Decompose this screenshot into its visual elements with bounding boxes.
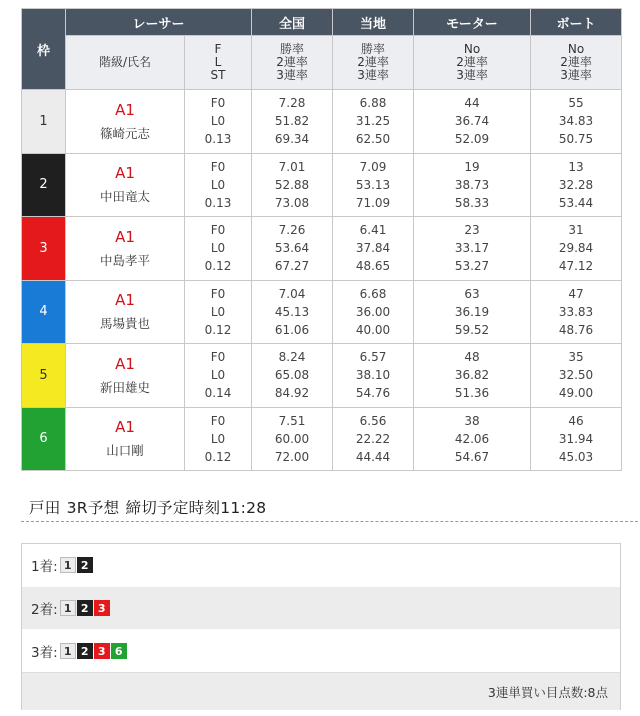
top3-rate: 47.12: [558, 259, 594, 274]
top3-rate: 71.09: [355, 195, 391, 210]
top3-rate: 53.44: [558, 195, 594, 210]
local-subheader: [333, 36, 414, 90]
win-rate-label: 勝率: [280, 42, 305, 56]
top3-rate: 54.76: [355, 386, 391, 401]
table-row: [22, 280, 622, 344]
grade-name-subheader: 階級/氏名: [66, 36, 185, 90]
table-row: [22, 407, 622, 471]
top2-rate: 37.84: [355, 241, 391, 256]
waku-cell: 4: [22, 280, 66, 344]
waku-cell: 3: [22, 217, 66, 281]
top3-rate: 73.08: [274, 195, 310, 210]
boat-chip: 2: [77, 643, 93, 659]
win-rate: 7.09: [359, 159, 387, 174]
top2-rate: 38.10: [355, 368, 391, 383]
national-cell: [252, 344, 333, 408]
prediction-box: [21, 543, 621, 710]
motor-no: 44: [464, 96, 480, 111]
f-value: F0: [210, 223, 226, 238]
top2-rate: 36.00: [355, 304, 391, 319]
top2-rate: 32.28: [558, 177, 594, 192]
top3-rate-label: 3連率: [456, 68, 488, 82]
grade-badge: A1: [115, 291, 135, 310]
top2-rate: 52.88: [274, 177, 310, 192]
win-rate: 6.57: [359, 350, 387, 365]
st-label: ST: [210, 68, 226, 82]
f-value: F0: [210, 350, 226, 365]
motor-no: 38: [464, 413, 480, 428]
racer-table: [21, 8, 622, 471]
motor-no: 63: [464, 286, 480, 301]
top3-rate: 54.67: [454, 449, 490, 464]
l-value: L0: [210, 431, 226, 446]
motor-subheader: [414, 36, 531, 90]
boat-cell: [531, 90, 622, 154]
flst-cell: [185, 407, 252, 471]
boat-chip: 1: [60, 643, 76, 659]
racer-name-cell: [66, 90, 185, 154]
bet-count-footer: [22, 672, 620, 710]
national-header: 全国: [252, 9, 333, 36]
racer-name[interactable]: 山口剛: [106, 443, 144, 459]
local-cell: [333, 153, 414, 217]
national-cell: [252, 217, 333, 281]
racer-name[interactable]: 新田雄史: [99, 379, 150, 395]
top3-rate: 62.50: [355, 132, 391, 147]
boat-chip: 3: [94, 600, 110, 616]
boat-chip: 1: [60, 557, 76, 573]
top2-rate: 34.83: [558, 114, 594, 129]
win-rate: 6.68: [359, 286, 387, 301]
l-value: L0: [210, 304, 226, 319]
motor-no: 23: [464, 223, 480, 238]
grade-badge: A1: [115, 418, 135, 437]
boat-no: 55: [568, 96, 584, 111]
place-label: 1着:: [31, 559, 58, 576]
boat-header: ボート: [531, 9, 622, 36]
st-value: 0.12: [204, 322, 232, 337]
racer-name-cell: [66, 217, 185, 281]
win-rate: 6.41: [359, 223, 387, 238]
win-rate: 6.88: [359, 96, 387, 111]
boat-chip: 2: [77, 557, 93, 573]
waku-cell: 2: [22, 153, 66, 217]
top3-rate: 72.00: [274, 449, 310, 464]
boat-cell: [531, 153, 622, 217]
top2-rate: 32.50: [558, 368, 594, 383]
top2-rate: 53.13: [355, 177, 391, 192]
boat-no: 13: [568, 159, 584, 174]
deadline-text: 締切予定時刻11:28: [125, 499, 267, 517]
top3-rate: 69.34: [274, 132, 310, 147]
flst-cell: [185, 280, 252, 344]
top2-rate: 29.84: [558, 241, 594, 256]
boat-cell: [531, 217, 622, 281]
top2-rate-label: 2連率: [357, 55, 389, 69]
boat-chip: 1: [60, 600, 76, 616]
top3-rate-label: 3連率: [276, 68, 308, 82]
racer-name-cell: [66, 153, 185, 217]
boat-cell: [531, 407, 622, 471]
divider: [21, 521, 638, 522]
st-value: 0.12: [204, 449, 232, 464]
table-row: [22, 90, 622, 154]
top2-rate: 36.19: [454, 304, 490, 319]
boat-no: 46: [568, 413, 584, 428]
table-row: [22, 217, 622, 281]
grade-badge: A1: [115, 164, 135, 183]
top2-rate: 42.06: [454, 431, 490, 446]
top3-rate: 61.06: [274, 322, 310, 337]
top2-rate: 60.00: [274, 431, 310, 446]
flst-cell: [185, 90, 252, 154]
racer-header: レーサー: [66, 9, 252, 36]
motor-cell: [414, 217, 531, 281]
top2-rate: 36.74: [454, 114, 490, 129]
national-cell: [252, 153, 333, 217]
flst-subheader: [185, 36, 252, 90]
top3-rate: 40.00: [355, 322, 391, 337]
top2-rate: 33.83: [558, 304, 594, 319]
l-value: L0: [210, 177, 226, 192]
f-value: F0: [210, 159, 226, 174]
waku-header: 枠: [22, 9, 66, 90]
national-cell: [252, 407, 333, 471]
win-rate: 7.26: [278, 223, 306, 238]
motor-no: 48: [464, 350, 480, 365]
top3-rate: 52.09: [454, 132, 490, 147]
place-label: 2着:: [31, 602, 58, 619]
top3-rate: 49.00: [558, 386, 594, 401]
win-rate: 7.28: [278, 96, 306, 111]
l-value: L0: [210, 241, 226, 256]
f-value: F0: [210, 96, 226, 111]
top3-rate: 53.27: [454, 259, 490, 274]
top2-rate: 45.13: [274, 304, 310, 319]
top2-rate-label: 2連率: [456, 55, 488, 69]
top2-rate-label: 2連率: [560, 55, 592, 69]
local-cell: [333, 217, 414, 281]
top3-rate: 51.36: [454, 386, 490, 401]
local-cell: [333, 407, 414, 471]
table-row: [22, 153, 622, 217]
top2-rate: 33.17: [454, 241, 490, 256]
flst-cell: [185, 344, 252, 408]
boat-subheader: [531, 36, 622, 90]
top2-rate: 31.25: [355, 114, 391, 129]
top3-rate: 45.03: [558, 449, 594, 464]
racer-name[interactable]: 馬場貴也: [99, 316, 150, 332]
top3-rate: 44.44: [355, 449, 391, 464]
st-value: 0.12: [204, 259, 232, 274]
motor-cell: [414, 344, 531, 408]
boat-cell: [531, 280, 622, 344]
flst-cell: [185, 153, 252, 217]
local-header: 当地: [333, 9, 414, 36]
top3-rate: 48.76: [558, 322, 594, 337]
f-value: F0: [210, 413, 226, 428]
top3-rate-label: 3連率: [357, 68, 389, 82]
waku-cell: 6: [22, 407, 66, 471]
st-value: 0.13: [204, 132, 232, 147]
no-label: No: [463, 42, 481, 56]
top3-rate: 48.65: [355, 259, 391, 274]
boat-cell: [531, 344, 622, 408]
win-rate-label: 勝率: [361, 42, 386, 56]
national-subheader: [252, 36, 333, 90]
top2-rate: 22.22: [355, 431, 391, 446]
local-cell: [333, 280, 414, 344]
motor-cell: [414, 153, 531, 217]
win-rate: 7.04: [278, 286, 306, 301]
grade-badge: A1: [115, 227, 135, 246]
boat-no: 47: [568, 286, 584, 301]
local-cell: [333, 344, 414, 408]
top2-rate: 36.82: [454, 368, 490, 383]
win-rate: 7.01: [278, 159, 306, 174]
top2-rate: 65.08: [274, 368, 310, 383]
venue-name: 戸田: [29, 499, 61, 517]
top2-rate: 51.82: [274, 114, 310, 129]
racer-name-cell: [66, 280, 185, 344]
place-label: 3着:: [31, 644, 58, 661]
racer-name-cell: [66, 344, 185, 408]
waku-cell: 1: [22, 90, 66, 154]
boat-no: 31: [568, 223, 584, 238]
racer-name[interactable]: 中島孝平: [99, 252, 150, 268]
flst-cell: [185, 217, 252, 281]
l-value: L0: [210, 368, 226, 383]
racer-name[interactable]: 篠崎元志: [99, 125, 150, 141]
boat-chip: 6: [111, 643, 127, 659]
st-value: 0.14: [204, 386, 232, 401]
motor-header: モーター: [414, 9, 531, 36]
boat-no: 35: [568, 350, 584, 365]
motor-cell: [414, 90, 531, 154]
top2-rate-label: 2連率: [276, 55, 308, 69]
top3-rate: 84.92: [274, 386, 310, 401]
f-label: F: [214, 42, 222, 56]
race-label: 3R予想: [66, 499, 120, 517]
boat-chip: 3: [94, 643, 110, 659]
grade-badge: A1: [115, 100, 135, 119]
top3-rate-label: 3連率: [560, 68, 592, 82]
st-value: 0.13: [204, 195, 232, 210]
national-cell: [252, 280, 333, 344]
motor-cell: [414, 407, 531, 471]
no-label: No: [567, 42, 585, 56]
prediction-title: [29, 496, 272, 518]
l-label: L: [214, 55, 222, 69]
local-cell: [333, 90, 414, 154]
bet-count-text: 3連単買い目点数:8点: [487, 684, 608, 700]
national-cell: [252, 90, 333, 154]
top3-rate: 58.33: [454, 195, 490, 210]
racer-name-cell: [66, 407, 185, 471]
top3-rate: 59.52: [454, 322, 490, 337]
l-value: L0: [210, 114, 226, 129]
motor-no: 19: [464, 159, 480, 174]
top3-rate: 67.27: [274, 259, 310, 274]
prediction-row-3rd: [22, 629, 620, 672]
f-value: F0: [210, 286, 226, 301]
win-rate: 7.51: [278, 413, 306, 428]
waku-cell: 5: [22, 344, 66, 408]
top2-rate: 31.94: [558, 431, 594, 446]
boat-chip: 2: [77, 600, 93, 616]
motor-cell: [414, 280, 531, 344]
win-rate: 6.56: [359, 413, 387, 428]
grade-badge: A1: [115, 354, 135, 373]
prediction-row-1st: [22, 544, 620, 587]
top3-rate: 50.75: [558, 132, 594, 147]
table-row: [22, 344, 622, 408]
prediction-row-2nd: [22, 587, 620, 630]
top2-rate: 53.64: [274, 241, 310, 256]
win-rate: 8.24: [278, 350, 306, 365]
racer-name[interactable]: 中田竜太: [99, 189, 150, 205]
top2-rate: 38.73: [454, 177, 490, 192]
